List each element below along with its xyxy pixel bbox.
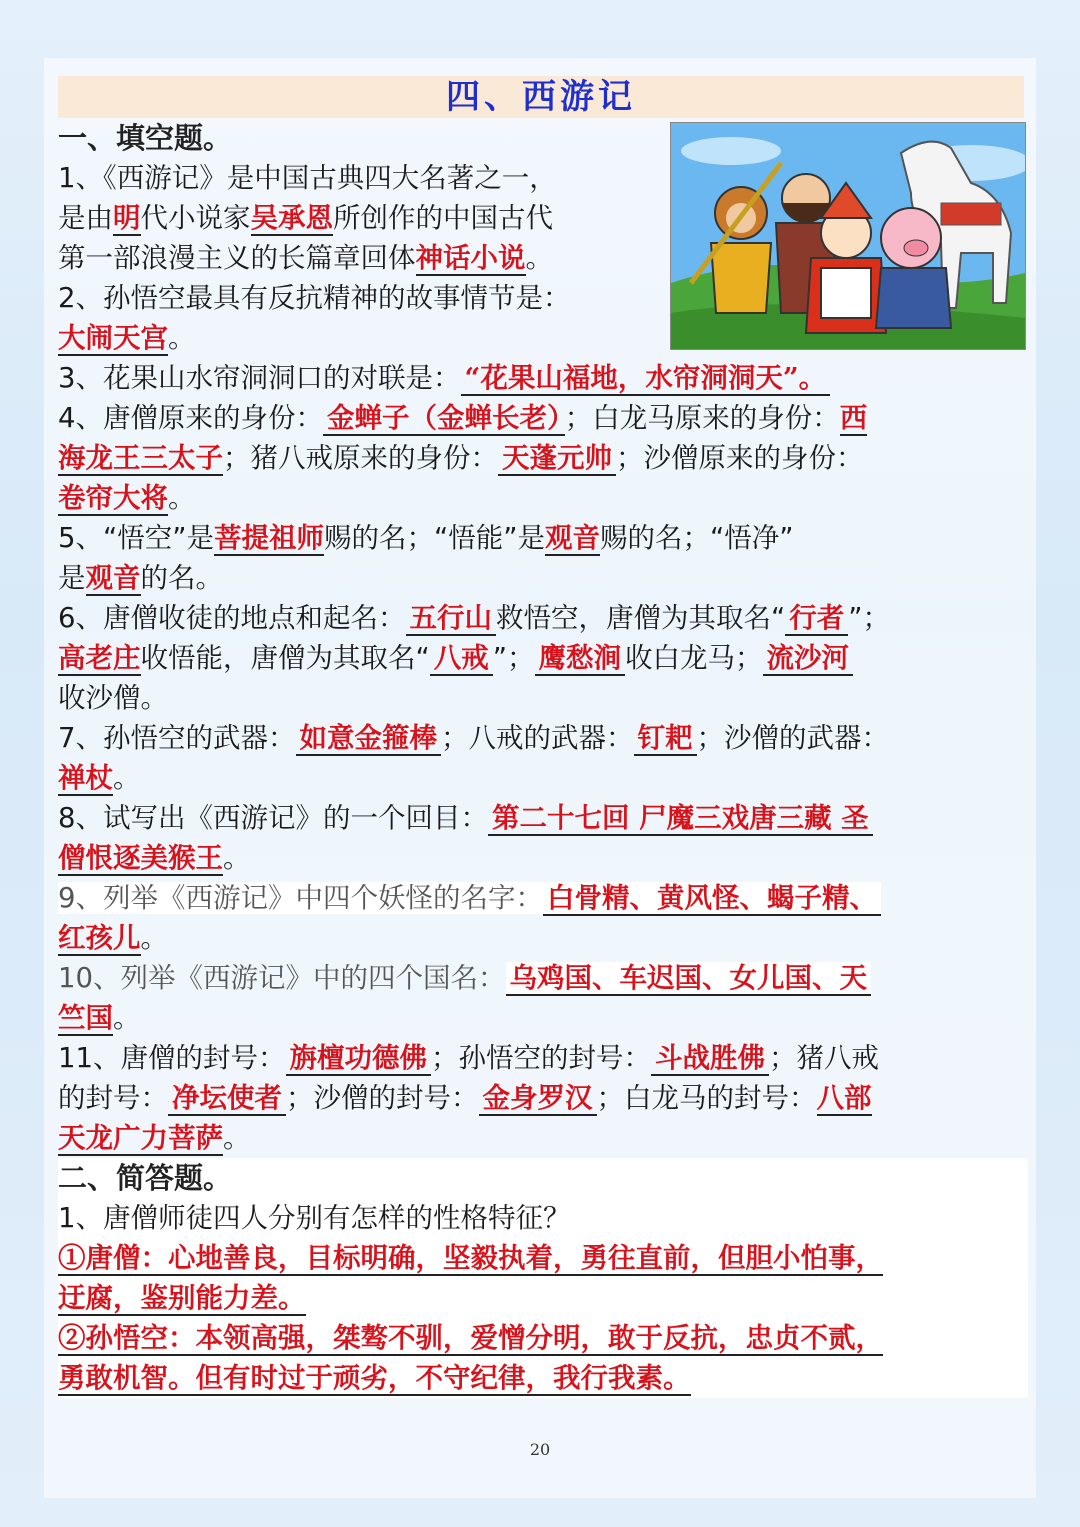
q6-line1: 6、唐僧收徒的地点和起名： 五行山 救悟空，唐僧为其取名“ 行者 ”； — [58, 602, 890, 634]
answer: 钉耙 — [634, 722, 697, 756]
answer: 净坛使者 — [168, 1082, 286, 1116]
answer: 竺国 — [58, 1002, 113, 1034]
answer: 西 — [839, 402, 868, 434]
q8-line1: 8、试写出《西游记》的一个回目： 第二十七回 尸魔三戏唐三藏 圣 — [58, 798, 1028, 838]
answer: 流沙河 — [763, 642, 854, 676]
s1-answer-line3 — [58, 1318, 1028, 1358]
q11-line2: 的封号： 净坛使者 ；沙僧的封号： 金身罗汉 ；白龙马的封号：八部 — [58, 1082, 872, 1114]
answer: 海龙王三太子 — [58, 442, 223, 474]
answer: ①唐僧：心地善良，目标明确，坚毅执着，勇往直前，但胆小怕事， — [58, 1242, 883, 1274]
q10-line1: 10、列举《西游记》中的四个国名： 乌鸡国、车迟国、女儿国、天 — [58, 958, 1028, 998]
answer: 金身罗汉 — [479, 1082, 597, 1116]
q11-line3: 天龙广力菩萨。 — [58, 1122, 251, 1154]
q7-line1: 7、孙悟空的武器： 如意金箍棒 ；八戒的武器： 钉耙 ；沙僧的武器： — [58, 722, 889, 754]
answer: 五行山 — [406, 602, 497, 636]
answer: 天蓬元帅 — [498, 442, 616, 476]
answer: 神话小说 — [415, 242, 526, 274]
q4-line2: 海龙王三太子；猪八戒原来的身份： 天蓬元帅 ；沙僧原来的身份： — [58, 442, 864, 474]
s1-answer-line1 — [58, 1238, 1028, 1278]
answer: 菩提祖师 — [214, 522, 324, 554]
q1-line1 — [58, 158, 1028, 198]
answer: ②孙悟空：本领高强，桀骜不驯，爱憎分明，敢于反抗，忠贞不贰， — [58, 1322, 883, 1354]
q8-line2: 僧恨逐美猴王。 — [58, 842, 251, 874]
q10-line2: 竺国。 — [58, 1002, 141, 1034]
answer: 观音 — [545, 522, 600, 554]
answer: 如意金箍棒 — [296, 722, 442, 756]
q9-line2: 红孩儿。 — [58, 922, 168, 954]
answer: 乌鸡国、车迟国、女儿国、天 — [506, 962, 872, 996]
answer: 天龙广力菩萨 — [58, 1122, 223, 1154]
page-number: 20 — [529, 1440, 551, 1459]
answer: 金蝉子（金蝉长老） — [323, 402, 565, 436]
answer: 明 — [113, 202, 141, 234]
answer: 僧恨逐美猴王 — [58, 842, 223, 874]
answer: 观音 — [85, 562, 141, 594]
q5-line1: 5、“悟空”是菩提祖师赐的名；“悟能”是观音赐的名；“悟净” — [58, 522, 794, 554]
page-title: 四、西游记 — [446, 77, 636, 117]
answer: 八部 — [816, 1082, 872, 1114]
answer: 勇敢机智。但有时过于顽劣，不守纪律，我行我素。 — [58, 1362, 691, 1394]
answer: “花果山福地，水帘洞洞天”。 — [461, 362, 831, 396]
q5-line2: 是观音的名。 — [58, 562, 223, 594]
answer: 迂腐，鉴别能力差。 — [58, 1282, 306, 1314]
q7-line2: 禅杖。 — [58, 762, 141, 794]
q3-line1: 3、花果山水帘洞洞口的对联是： “花果山福地，水帘洞洞天”。 — [58, 358, 1028, 398]
q2-line2: 大闹天宫。 — [58, 322, 196, 354]
answer: 鹰愁涧 — [535, 642, 626, 676]
answer: 大闹天宫 — [58, 322, 168, 354]
answer: 白骨精、黄风怪、蝎子精、 — [543, 882, 881, 916]
q1-line3: 第一部浪漫主义的长篇章回体神话小说。 — [58, 242, 553, 274]
answer: 斗战胜佛 — [651, 1042, 769, 1076]
q6-line3: 收沙僧。 — [58, 682, 168, 714]
q6-line2: 高老庄收悟能，唐僧为其取名“ 八戒 ”； 鹰愁涧 收白龙马； 流沙河 — [58, 638, 1028, 678]
answer: 禅杖 — [58, 762, 113, 794]
answer: 行者 — [785, 602, 848, 636]
answer: 八戒 — [430, 642, 493, 676]
answer: 高老庄 — [58, 642, 141, 674]
answer: 第二十七回 尸魔三戏唐三藏 圣 — [488, 802, 873, 836]
section-heading-short-answer: 二、简答题。 — [58, 1158, 1028, 1198]
title-bar — [58, 76, 1024, 118]
s1-question: 1、唐僧师徒四人分别有怎样的性格特征？ — [58, 1198, 1028, 1238]
q4-line1: 4、唐僧原来的身份： 金蝉子（金蝉长老） ；白龙马原来的身份：西 — [58, 402, 868, 434]
q2-line1: 2、孙悟空最具有反抗精神的故事情节是： — [58, 282, 571, 314]
section-heading-fill-blank: 一、填空题。 — [58, 121, 233, 155]
q1-line2: 是由明代小说家吴承恩所创作的中国古代 — [58, 202, 553, 234]
q9-line1: 9、列举《西游记》中四个妖怪的名字： 白骨精、黄风怪、蝎子精、 — [58, 878, 1028, 918]
q1-text: 1、《西游记》是中国古典四大名著之一， — [58, 162, 557, 194]
q4-line3: 卷帘大将。 — [58, 482, 196, 514]
answer: 红孩儿 — [58, 922, 141, 954]
answer: 吴承恩 — [250, 202, 333, 234]
q11-line1: 11、唐僧的封号： 旃檀功德佛 ；孙悟空的封号： 斗战胜佛 ；猪八戒 — [58, 1042, 879, 1074]
answer: 旃檀功德佛 — [286, 1042, 432, 1076]
content — [58, 118, 1028, 1398]
s1-answer-line4 — [58, 1358, 1028, 1398]
answer: 卷帘大将 — [58, 482, 168, 514]
s1-answer-line2 — [58, 1278, 1028, 1318]
